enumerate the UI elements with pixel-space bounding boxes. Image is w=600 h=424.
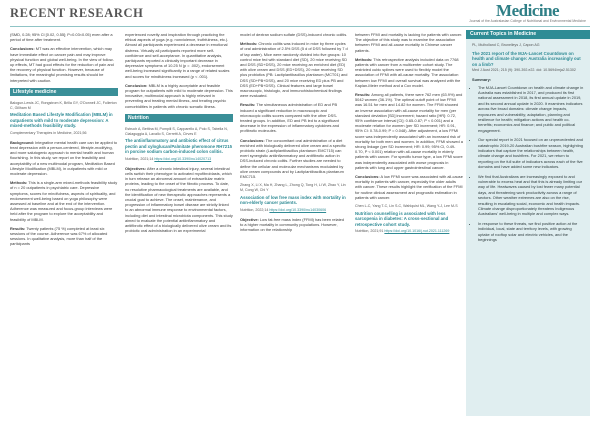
- article-title[interactable]: Nutrition counselling is associated with less sarcopenia in diabetes: A cross-sectional and retrospective cohort study.: [355, 210, 449, 227]
- sidebar-title: Current Topics in Medicine: [466, 30, 590, 39]
- column-3: [240, 32, 348, 236]
- text: Low fat-free mass index (FFMI) has been related to a higher mortality in community populations. However, information on the relationship: [240, 216, 345, 233]
- label: Background:: [10, 139, 34, 145]
- label: Objectives:: [125, 165, 146, 171]
- col3-objective: [240, 217, 348, 233]
- article-title[interactable]: The antiinflammatory and antibiotic effect of citrus pectin and xyloglucan/Palmitate pheromone RH7215 in porcine sodium carbon-induced colon colitis.: [125, 138, 232, 155]
- article-source: [240, 208, 348, 213]
- text: Twenty patients (75 %) completed at least six sessions of the course. Adherence was 67% of allocated sessions. In qualitative analysis, more than half of the participants: [10, 225, 108, 247]
- col3-paragraph: model of dextran sodium sulfate (DSS)-induced chronic colitis.: [240, 32, 348, 37]
- column-4: [355, 32, 463, 238]
- label: Conclusions:: [10, 46, 35, 52]
- column-1: [10, 32, 118, 251]
- label: Conclusions:: [240, 137, 265, 143]
- text: The simultaneous administration of ED and PB induced a significant reduction in macroscopic and microscopic colitis scores compared with the other DSS-treated groups. In addition, ED and PB led to a significant decrease in the expression of inflammatory cytokines and profibrotic molecules.: [240, 102, 340, 134]
- label: Conclusions:: [355, 174, 380, 180]
- text: MBLM is a highly acceptable and feasible program for outpatients with mild to moderate depression. This innovative, multimodal approach is highly relevant in preventing and treating mental illness, and treating psychic comorbidities in patients with chronic somatic illness.: [125, 82, 233, 109]
- article-source: Complementary Therapies in Medicine, 2021;56: [10, 130, 87, 135]
- article-authors: Chen L-C, Yang T-C, Lin S-C, Wahlquist ML, Wang Y-J, Lee M-S: [355, 204, 458, 209]
- text: Integrative mental health care can be applied to treat depression with a person-centered, lifestyle-modifying, and more salutogenic approach to mental health and human flourishing. In this study, we report on the feasibility and acceptability of a new multimodal program, Meditation Based Lifestyle Modification (MBLM), in outpatients with mild or moderate depression.: [10, 139, 118, 176]
- article-source: [125, 157, 233, 162]
- header-divider: [10, 26, 590, 27]
- sidebar-current-topics: [466, 30, 590, 416]
- journal-brand: [469, 2, 586, 23]
- text: This is a single-arm mixed-methods feasibility study of n = 20 outpatients in psychiatric care. Depressive symptoms, scores for mindfulness, aspects of spirituality, and endorsement well-being based on yoga philosophy were assessed at baseline and at the end of the intervention. Adherence was measured and focus-group interviews were held after the program to explore the acceptability and feasibility of MBLM.: [10, 180, 118, 222]
- text: After a chronic intestinal injury, several intestinal cells switch their phenotype to activated myofibroblasts, which in turn release an abnormal amount of extracellular matrix proteins, leading to the onset of the fibrotic process. To date, no resolutive pharmacological treatments are available, and the identification of new therapeutic approaches represents a crucial goal to achieve. The onset, maintenance, and progression of inflammatory bowel disease are strictly linked to an abnormal immune response to environmental factors, including diet and intestinal microbiota components. This study aimed to evaluate the potential antiinflammatory and antifibrotic effect of a biologically delivered olive cream and its probiotic oral administration in an experimental: [125, 165, 233, 234]
- list-item: • The MJA-Lancet Countdown on health and climate change in Australia was established in 2017, and produced its first national assessment in 2018, its first annual update in 2019, and its second annual update in 2020. It examines indicators across five broad domains: climate change impacts, exposures and vulnerability; adaptation, planning and resilience for health; mitigation actions and health co-benefits; economics and finance; and public and political engagement.: [478, 85, 584, 134]
- label: Methods:: [10, 180, 28, 186]
- col3-methods: [240, 41, 348, 98]
- col4-methods: [355, 57, 463, 88]
- column-2: [125, 32, 233, 237]
- label: Objective:: [240, 216, 259, 222]
- sidebar-body: [466, 39, 590, 242]
- text: Among all patients, there were 762 men (63.9%) and 5042 women (36.1%). The optimal cutoff point of low FFMI was 16.51 for men and 14.82 for women. The FFMI showed an inverse association with all-cause mortality for men (per standard deviation [SD] increment; hazard ratio [HR]: 0.72, 95% confidence interval [CI]: 0.65-0.87; P < 0.001) and a moderate relation for women (per SD increment; HR: 0.91, 95% CI: 0.78-0.99; P = 0.048). After adjustment, a low FFMI score was independently associated with an increased risk of mortality for both men and women. In addition, FFMI showed a strong linkage (per SD increment; HR: 0.99; 95% CI, 0.49-0.70, P < 0.001) relation with all-cause mortality in elderly patients with cancer. For specific tumor type, a low FFMI score was independently associated with worse prognosis in patients with lung and upper gastrointestinal cancer.: [355, 92, 463, 170]
- label: Results:: [10, 225, 26, 231]
- label: Results:: [240, 102, 256, 108]
- sidebar-source: Med J Aust 2021; 215 (9): 390-392.e22. doi: 10.5694/mja2.51302: [472, 68, 576, 73]
- article-title[interactable]: Meditation Based Lifestyle Modification (MBLM) in outpatients with mild to moderate depression: A mixed-methods feasibility study.: [10, 112, 113, 129]
- list-item: • Our special report in 2021 focused on an unprecedented and catastrophic 2019-20 Australian bushfire season, highlighting indicators that capture the relationships between health, climate change and bushfires. For 2021, we return to reporting on the full suite of indicators across each of the five domains and have added some new indicators.: [478, 137, 584, 169]
- doi-link[interactable]: https://doi.org/10.3390/nu14030606: [269, 207, 327, 212]
- text: A low FFMI score was associated with all-cause mortality in patients with cancer, especially the older adults with cancer. These results highlight the verification of the FFMI for routine clinical assessment and prognostic estimation in patients with cancer.: [355, 174, 463, 200]
- section-heading-nutrition: Nutrition: [125, 114, 233, 122]
- text: The concomitant oral administration of a diet enriched with biologically delivered olive cream and a specific probiotic strain (Lactiplantibacillus plantarum EMC715) can exert synergistic antiinflammatory and antifibrotic action in DSS-induced chronic colitis. Further studies are needed to define the cellular and molecular mechanisms modulated by olive cream compounds and by Lactiplantibacillus plantarum EMC715.: [240, 137, 346, 180]
- col1-conclusions: [10, 46, 118, 82]
- label: Methods:: [240, 41, 258, 47]
- col1-background: [10, 140, 118, 176]
- section-heading-lifestyle: Lifestyle medicine: [10, 88, 118, 96]
- label: Methods:: [355, 56, 373, 62]
- running-head-title: RECENT RESEARCH: [10, 6, 144, 20]
- journal-logo: Medicine: [496, 1, 560, 20]
- col2-objectives: [125, 166, 233, 234]
- text: This retrospective analysis included data on 7768 patients with cancer from a multicenter cohort study. The restricted cubic splines were used to flexibly model the association of FFMI with all-cause mortality. The association between low FFMI and overall survival was analyzed with the Kaplan-Meier method and a Cox model.: [355, 56, 461, 88]
- article-authors: Estruch A, Bettina M, Pompili S, Capparello A, Polo S, Tabella N, Cialaguggia A, Lavallo S, Cerretti A, Cirves E: [125, 126, 228, 136]
- col3-results: [240, 102, 348, 133]
- list-item: • We find that Australians are increasingly exposed to and vulnerable to excess heat and that this is already limiting our way of life. Heatwaves caused by lost fewer many potential days, and threatening work productivity across a range of sectors. Other weather extremes are also on the rise, resulting in escalating social, economic and health impacts. Climate change disproportionately threatens Indigenous Australians' well-being in multiple and complex ways.: [478, 174, 584, 217]
- col4-paragraph: between FFMI and mortality is lacking for patients with cancer. The objective of this study was to examine the association between FFMI and all-cause mortality in Chinese cancer patients.: [355, 32, 463, 53]
- col2-conclusion: [125, 83, 233, 109]
- col2-paragraph: experienced novelty and inspiration through practicing the ethical aspects of yoga (e.g. nonviolence, truthfulness, etc.). Almost all participants experienced a decrease in emotional distress. Virtually all participants reported more self-confidence and self-acceptance. In quantitative analysis, participants reported a clinically important decrease in depressive symptoms of 10.25 N (p = .002), endorsement well-being increased significantly in a range of related scales and scores for mindfulness increased (p < .001).: [125, 32, 230, 79]
- article-authors: Zhang X, Li X, Ma H, Zhang L, Zhong Q, Tong H, Li W, Zhao Y, Lin M, Cong W, Chi Y: [240, 183, 346, 193]
- label: Conclusion:: [125, 82, 148, 88]
- sidebar-authors: PL, Mulholland C, Brunelleys J, Capon AG: [472, 43, 540, 47]
- doi-link[interactable]: https://doi.org/10.1016/j.nut.2021.111269: [384, 229, 450, 234]
- col1-methods: [10, 180, 118, 222]
- list-item: • In response to these threats, we find positive action at the individual, local, state and territory levels, with growing uptake of rooftop solar and electric vehicles, and the beginnings: [478, 221, 584, 243]
- col4-conclusions: [355, 174, 463, 200]
- article-title[interactable]: Association of low free mass index with mortality in non-elderly cancer patients.: [240, 194, 346, 206]
- sidebar-summary-label: Summary:: [472, 77, 492, 83]
- source-text: Nutrition, 2022;14: [240, 207, 269, 212]
- label: Results:: [355, 92, 371, 98]
- col4-results: [355, 92, 463, 170]
- text: MT was an effective intervention, which may have immediate effect on cancer pain and may improve physical function and global well-being. In the view of follow-up effects, MT had good effects for the reduction of pain and the recovery of physical function. However, because of limitations, the meaningful promising results should be interpreted with caution.: [10, 46, 114, 83]
- article-authors: Balogun-Lewis JC, Rongstrom K, Brilla GY, O'Donnell JC, Fullerton C, Gillham M: [10, 100, 117, 110]
- doi-link[interactable]: https://doi.org/10.3390/nu14020713: [154, 156, 212, 161]
- journal-tagline: Journal of the Australasian College of Nutritional and Environmental Medicine: [469, 19, 586, 23]
- article-source: [355, 229, 463, 234]
- source-text: Nutrition, 2021;14: [125, 156, 154, 161]
- col1-results: [10, 226, 118, 247]
- col1-paragraph: (SMD, 0.28; 95% CI [0.02, 0.55]; P=0.03<0.05) even after a period of time after treatment.: [10, 32, 113, 43]
- sidebar-bullets: [472, 85, 584, 243]
- text: Chronic colitis was induced in mice by three cycles of oral administration of 2.5% DSS (5 d of DSS followed by 7 d of tap water). Mice were randomly divided into five groups: 10 control mice fed with standard diet (SD), 20 mice receiving SD and DSS (SD+DSS), 20 mice receiving an enriched diet (ED) with olive cream and DSS (ED+DSS), 20 mice receiving SD plus probiotics (PB: Lactiplantibacillus plantarum (MCT01) and DSS (SD+PB+DSS), and 20 mice receiving ED plus PB and DSS (ED+PB+DSS). Clinical features and large bowel macroscopic, histologic, and immunohistochemical findings were evaluated.: [240, 41, 348, 99]
- col3-conclusions: [240, 138, 348, 180]
- source-text: Nutrition, 2021;91: [355, 229, 384, 234]
- sidebar-article-title[interactable]: The 2021 report of the MJA-Lancet Countdown on health and climate change: Australia increasingly out on a limb?: [472, 50, 581, 67]
